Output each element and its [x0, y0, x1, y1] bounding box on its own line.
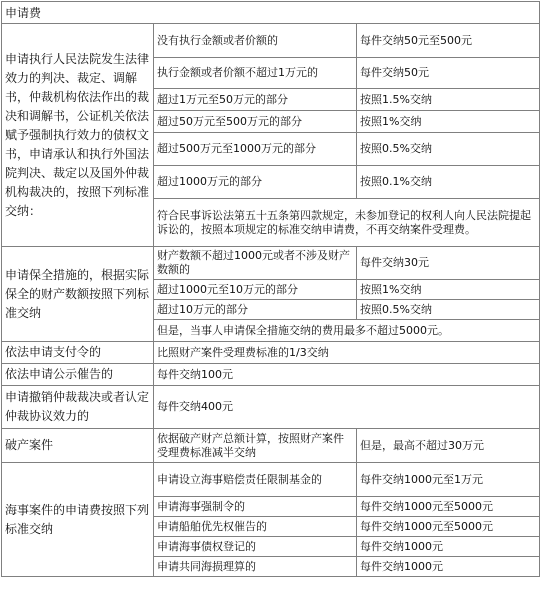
- execution-fee: 每件交纳50元: [357, 58, 540, 89]
- maritime-label: 海事案件的申请费按照下列标准交纳: [2, 463, 154, 577]
- preservation-condition: 超过10万元的部分: [154, 300, 357, 320]
- bankruptcy-label: 破产案件: [2, 429, 154, 463]
- payment-order-label: 依法申请支付令的: [2, 342, 154, 364]
- execution-condition: 超过1000万元的部分: [154, 166, 357, 199]
- maritime-condition: 申请共同海损理算的: [154, 557, 357, 577]
- execution-fee: 按照0.1%交纳: [357, 166, 540, 199]
- execution-fee: 按照1.5%交纳: [357, 89, 540, 111]
- preservation-fee: 每件交纳30元: [357, 247, 540, 280]
- execution-label: 申请执行人民法院发生法律效力的判决、裁定、调解书，仲裁机构依法作出的裁决和调解书，公证机关依法赋予强制执行效力的债权文书，申请承认和执行外国法院判决、裁定以及国外仲裁机构裁决的，按照下列标准交纳：: [2, 24, 154, 247]
- execution-condition: 超过1万元至50万元的部分: [154, 89, 357, 111]
- arbitration-label: 申请撤销仲裁裁决或者认定仲裁协议效力的: [2, 386, 154, 429]
- execution-note: 符合民事诉讼法第五十五条第四款规定，未参加登记的权利人向人民法院提起诉讼的，按照本项规定的标准交纳申请费，不再交纳案件受理费。: [154, 199, 540, 247]
- fee-table: [1, 1, 540, 577]
- maritime-condition: 申请船舶优先权催告的: [154, 517, 357, 537]
- preservation-fee: 按照0.5%交纳: [357, 300, 540, 320]
- execution-fee: 每件交纳50元至500元: [357, 24, 540, 58]
- maritime-fee: 每件交纳1000元至5000元: [357, 497, 540, 517]
- maritime-fee: 每件交纳1000元: [357, 537, 540, 557]
- arbitration-fee: 每件交纳400元: [154, 386, 540, 429]
- payment-order-fee: 比照财产案件受理费标准的1/3交纳: [154, 342, 540, 364]
- preservation-label: 申请保全措施的，根据实际保全的财产数额按照下列标准交纳: [2, 247, 154, 342]
- execution-condition: 超过50万元至500万元的部分: [154, 111, 357, 133]
- preservation-condition: 超过1000元至10万元的部分: [154, 280, 357, 300]
- execution-condition: 没有执行金额或者价额的: [154, 24, 357, 58]
- maritime-fee: 每件交纳1000元至1万元: [357, 463, 540, 497]
- bankruptcy-condition: 依据破产财产总额计算，按照财产案件受理费标准减半交纳: [154, 429, 357, 463]
- maritime-fee: 每件交纳1000元: [357, 557, 540, 577]
- preservation-fee: 按照1%交纳: [357, 280, 540, 300]
- maritime-condition: 申请设立海事赔偿责任限制基金的: [154, 463, 357, 497]
- maritime-condition: 申请海事债权登记的: [154, 537, 357, 557]
- public-notice-label: 依法申请公示催告的: [2, 364, 154, 386]
- execution-fee: 按照1%交纳: [357, 111, 540, 133]
- preservation-note: 但是，当事人申请保全措施交纳的费用最多不超过5000元。: [154, 320, 540, 342]
- preservation-condition: 财产数额不超过1000元或者不涉及财产数额的: [154, 247, 357, 280]
- table-header: 申请费: [2, 2, 540, 24]
- public-notice-fee: 每件交纳100元: [154, 364, 540, 386]
- maritime-fee: 每件交纳1000元至5000元: [357, 517, 540, 537]
- execution-condition: 超过500万元至1000万元的部分: [154, 133, 357, 166]
- bankruptcy-fee: 但是，最高不超过30万元: [357, 429, 540, 463]
- execution-condition: 执行金额或者价额不超过1万元的: [154, 58, 357, 89]
- execution-fee: 按照0.5%交纳: [357, 133, 540, 166]
- maritime-condition: 申请海事强制令的: [154, 497, 357, 517]
